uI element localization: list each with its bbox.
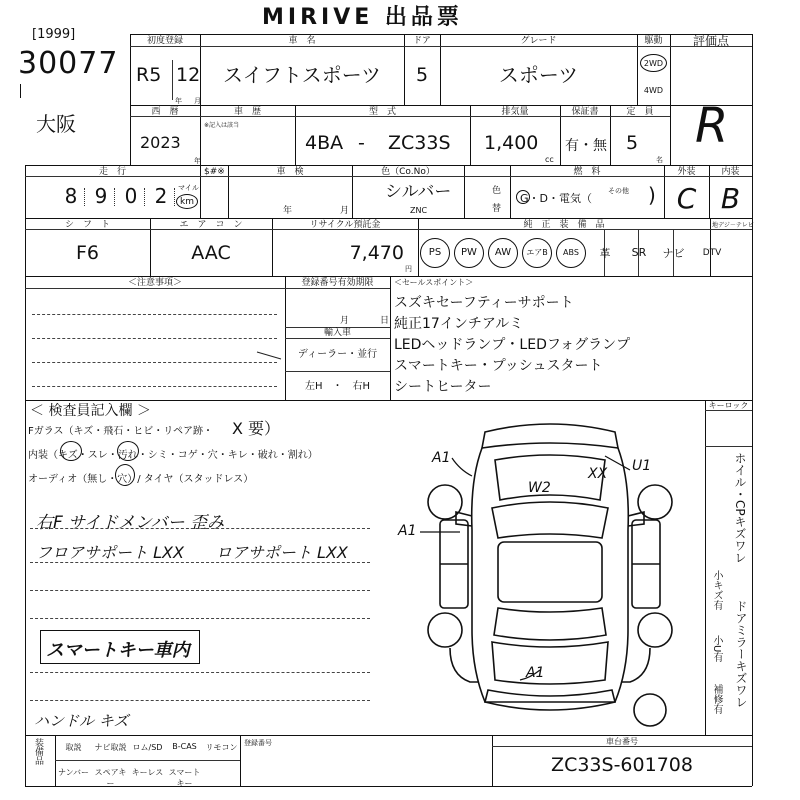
- fuel-options: G・D・電気（: [520, 192, 592, 205]
- sales-point: スマートキー・プッシュスタート: [394, 358, 603, 374]
- equipment-item: エアB: [520, 229, 554, 276]
- right-vertical-2: 小キズ有: [711, 570, 722, 610]
- score-label: 評価点: [692, 34, 729, 48]
- color-code: ZNC: [410, 206, 428, 215]
- tv-label: 地デジ－テレビ: [712, 222, 754, 229]
- steering-side: 左H ・ 右H: [304, 381, 371, 392]
- first-reg-label: 初度登録: [146, 36, 183, 46]
- shift: F6: [75, 242, 100, 264]
- capacity: 5: [626, 132, 639, 154]
- right-vertical-5: 補修有: [711, 684, 722, 714]
- lot-divider: [20, 84, 21, 98]
- equipment-item: PS: [418, 229, 452, 276]
- equipment-item: ナビ: [662, 246, 685, 260]
- sales-point: スズキセーフティーサポート: [394, 295, 574, 311]
- meter-swap-label: $#※: [204, 167, 225, 177]
- history-note: ※記入は該当: [204, 122, 240, 129]
- footer-item: スマートキー: [168, 768, 201, 788]
- equipment-item: PW: [452, 229, 486, 276]
- equipment-item: 革: [599, 246, 611, 260]
- footer-side-label: 装備品: [33, 738, 43, 765]
- grade: スポーツ: [498, 63, 579, 87]
- audio-ana-circled: [115, 464, 135, 486]
- footer-items-top: [55, 737, 240, 759]
- model-dash: -: [358, 132, 365, 154]
- interior-label: 内装: [721, 167, 740, 177]
- equipment-item: DTV: [702, 247, 722, 258]
- exterior-label: 外装: [677, 167, 696, 177]
- drive-label: 駆動: [644, 36, 663, 46]
- damage-mark-a1-left: A1: [398, 523, 417, 539]
- mileage-separator: [114, 188, 115, 206]
- recycle-deposit: 7,470: [349, 242, 404, 264]
- color-label: 色（Co.No）: [381, 167, 435, 177]
- handwritten-note-1: 右F サイドメンバー 歪み: [36, 513, 225, 533]
- doors: 5: [415, 64, 429, 86]
- mileage-digits: [60, 184, 180, 210]
- ac: AAC: [191, 242, 231, 264]
- shift-label: シ フ ト: [64, 220, 110, 230]
- chassis-number: ZC33S-601708: [551, 754, 693, 776]
- damage-mark-a1-front-left: A1: [432, 450, 451, 466]
- sales-point: シートヒーター: [394, 379, 492, 395]
- warranty: 有・無: [565, 138, 607, 154]
- footer-item: B-CAS: [172, 742, 197, 751]
- damage-mark-u1: U1: [632, 458, 652, 474]
- drive-4wd: 4WD: [643, 86, 664, 95]
- mileage-separator: [174, 188, 175, 206]
- caution-label: ＜注意事項＞: [127, 278, 182, 288]
- footer-item: スペアキー: [94, 768, 127, 788]
- damage-mark-a1-rear: A1: [526, 665, 545, 681]
- warranty-label: 保証書: [571, 107, 599, 117]
- reg-no-label: 登録番号: [244, 739, 272, 747]
- right-vertical-4: 小U有: [711, 635, 722, 663]
- inspector-title: ＜ 検査員記入欄 ＞: [30, 403, 151, 419]
- right-vertical-1: ホイル・CPキズワレ: [733, 452, 747, 564]
- chassis-label: 車台番号: [606, 737, 638, 746]
- import-label: 輸入車: [323, 328, 351, 338]
- footer-item: リモコン: [205, 743, 238, 752]
- audio-line: オーディオ（無し・穴）/ タイヤ（スタッドレス）: [28, 474, 254, 485]
- car-damage-diagram: [400, 420, 700, 730]
- history-label: 車 歴: [233, 107, 261, 117]
- sales-point: LEDヘッドランプ・LEDフォグランプ: [394, 337, 631, 353]
- damage-mark-w2: W2: [528, 480, 551, 496]
- dealer-parallel: ディーラー・並行: [297, 349, 378, 360]
- mileage-digit: 8: [64, 184, 78, 208]
- key-lock-label: キーロック: [708, 401, 749, 410]
- fuel-label: 燃 料: [573, 167, 601, 177]
- km-circled: km: [176, 194, 198, 209]
- right-vertical-3: ドアミラーキズワレ: [734, 600, 748, 708]
- car-name: スイフトスポーツ: [223, 63, 381, 87]
- handwritten-note-2: フロアサポート LXX ロアサポート LXX: [36, 543, 348, 562]
- handwritten-note-3: スマートキー車内: [46, 640, 190, 661]
- equipment-row: [418, 229, 752, 276]
- color: シルバー: [385, 182, 452, 202]
- footer-item: ロム/SD: [132, 743, 163, 752]
- sales-point: 純正17インチアルミ: [394, 316, 524, 332]
- interior-grade: B: [720, 182, 741, 215]
- door-label: ドア: [413, 36, 431, 46]
- caution-scribble: [255, 350, 285, 362]
- equipment-item: AW: [486, 229, 520, 276]
- western-year-label: 西 暦: [151, 107, 179, 117]
- lot-number: 30077: [18, 46, 119, 81]
- car-name-label: 車 名: [288, 36, 316, 46]
- footer-item: ナビ取説: [94, 743, 127, 752]
- capacity-label: 定 員: [626, 107, 654, 117]
- grade-label: グレード: [520, 36, 557, 46]
- equipment-item: ABS: [554, 229, 588, 276]
- mileage-separator: [144, 188, 145, 206]
- displacement-label: 排気量: [501, 107, 529, 117]
- interior-yogore-circled: [117, 441, 139, 461]
- mileage-digit: 2: [154, 184, 168, 208]
- drive-2wd-circled: 2WD: [640, 54, 667, 72]
- model-code: ZC33S: [388, 132, 451, 154]
- mileage-digit: 9: [94, 184, 108, 208]
- glass-line: Fガラス（キズ・飛石・ヒビ・リペア跡・: [28, 426, 214, 437]
- document-title: MIRIVE 出品票: [262, 5, 463, 30]
- interior-line: 内装（キズ・スレ・汚れ・シミ・コゲ・穴・キレ・破れ・割れ）: [28, 450, 318, 461]
- mileage-label: 走 行: [98, 167, 126, 177]
- footer-item: 取説: [65, 743, 82, 752]
- first-reg-era: R5: [136, 64, 162, 86]
- handwritten-note-4: ハンドル キズ: [34, 712, 129, 730]
- glass-mark: X 要）: [232, 419, 281, 438]
- mile-unit: マイル: [178, 184, 199, 192]
- footer-items-bottom: [55, 762, 240, 788]
- equipment-item: SR: [631, 246, 647, 259]
- inspection-label: 車 検: [276, 167, 304, 177]
- equipment-label: 純 正 装 備 品: [523, 220, 605, 230]
- score: R: [695, 98, 729, 154]
- reg-expiry-label: 登録番号有効期限: [301, 278, 374, 288]
- recycle-label: リサイクル預託金: [309, 220, 381, 230]
- displacement: 1,400: [484, 132, 539, 154]
- western-year: 2023: [140, 133, 181, 152]
- damage-mark-xx: XX: [588, 466, 608, 482]
- venue: 大阪: [36, 112, 76, 136]
- first-reg-month: 12: [176, 64, 201, 86]
- interior-kizu-circled: [60, 441, 82, 461]
- year-code: [1999]: [32, 27, 76, 42]
- footer-item: ナンバー: [57, 768, 90, 777]
- footer-item: キーレス: [131, 768, 164, 777]
- mileage-digit: 0: [124, 184, 138, 208]
- model-label: 型 式: [368, 107, 396, 117]
- ac-label: エ ア コ ン: [179, 220, 243, 230]
- model-prefix: 4BA: [305, 132, 344, 154]
- mileage-separator: [84, 188, 85, 206]
- sales-points-label: ＜セールスポイント＞: [394, 278, 474, 287]
- exterior-grade: C: [676, 182, 697, 215]
